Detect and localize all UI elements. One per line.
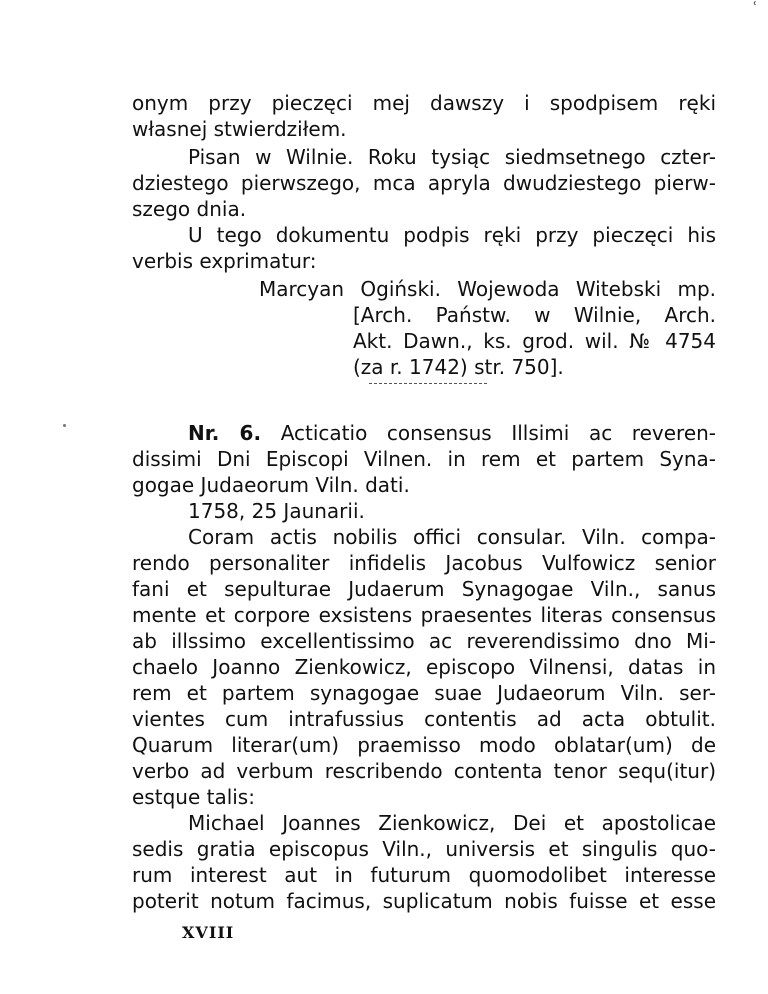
document-heading [188,420,716,446]
margin-speck [63,424,66,427]
text-line: własnej stwierdziłem. [132,117,347,141]
document-heading-text: Acticatio consensus Illsimi ac reveren- [280,421,717,445]
text-line: mente et corpore exsistens praesentes literas consensus [132,603,716,627]
archive-reference-line: [Arch. Państw. w Wilnie, Arch. [353,303,716,327]
archive-reference-line: (za r. 1742) str. 750]. [353,355,564,379]
text-line: gogae Judaeorum Viln. dati. [132,473,410,497]
page-signature: XVIII [182,923,235,942]
document-number: Nr. 6. [188,421,262,445]
text-line: verbo ad verbum rescribendo contenta tenor sequ(itur) [132,759,716,783]
signature-line: Marcyan Ogiński. Wojewoda Witebski mp. [259,277,716,301]
text-line: szego dnia. [132,197,247,221]
text-line: Michael Joannes Zienkowicz, Dei et apostolicae [188,811,716,835]
text-line: onym przy pieczęci mej dawszy i spodpisem ręki [132,91,716,115]
text-line: rendo personaliter infidelis Jacobus Vulfowicz senior [132,551,716,575]
text-line: Pisan w Wilnie. Roku tysiąc siedmsetnego czter- [188,145,716,169]
text-line: U tego dokumentu podpis ręki przy pieczęci his [188,223,716,247]
section-separator [369,383,487,385]
text-line: vientes cum intrafussius contentis ad acta obtulit. [132,707,716,731]
text-line: fani et sepulturae Judaerum Synagogae Viln., sanus [132,577,716,601]
text-line: Coram actis nobilis offici consular. Viln. compa- [188,525,716,549]
text-line: dissimi Dni Episcopi Vilnen. in rem et partem Syna- [132,447,716,471]
text-line: verbis exprimatur: [132,249,317,273]
archive-reference-line: Akt. Dawn., ks. grod. wil. № 4754 [353,329,716,353]
text-line: rem et partem synagogae suae Judaeorum Viln. ser- [132,681,716,705]
text-line: ab illssimo excellentissimo ac reverendissimo dno Mi- [132,629,716,653]
text-line: Quarum literar(um) praemisso modo oblatar(um) de [132,733,716,757]
corner-mark: ʿ [753,0,758,16]
document-date: 1758, 25 Jaunarii. [188,499,365,523]
text-line: rum interest aut in futurum quomodolibet interesse [132,863,716,887]
text-line: poterit notum facimus, suplicatum nobis fuisse et esse [132,889,716,913]
text-line: estque talis: [132,785,255,809]
text-line: dziestego pierwszego, mca apryla dwudziestego pierw- [132,171,716,195]
text-line: chaelo Joanno Zienkowicz, episcopo Vilnensi, datas in [132,655,716,679]
text-line: sedis gratia episcopus Viln., universis et singulis quo- [132,837,716,861]
